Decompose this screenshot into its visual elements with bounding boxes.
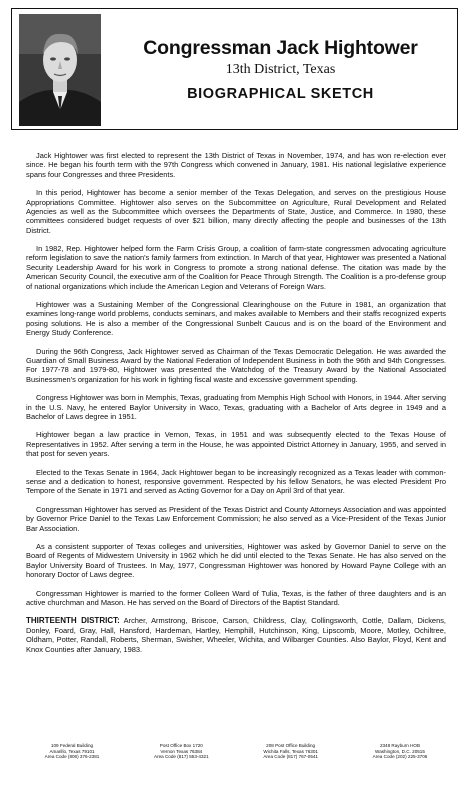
page-title: Congressman Jack Hightower bbox=[143, 37, 418, 59]
district-subtitle: 13th District, Texas bbox=[225, 62, 336, 77]
paragraph: During the 96th Congress, Jack Hightower served as Chairman of the Texas Democratic Delegation. He was awarded the Guardian of Small Business Award by the National Federation of Independent Business in both the 96th and 94th Congresses. For 1977-78 and 1979-80, Hightower was presented the Watchdog of the Treasury Award by the National Associated Businessmen's organization for his work in fighting fiscal waste and excessive government spending. bbox=[26, 346, 446, 384]
paragraph: Congressman Hightower is married to the former Colleen Ward of Tulia, Texas, is the father of three daughters and is an active churchman and Mason. He has served on the Board of Directors of the Baptist Standard. bbox=[26, 588, 446, 607]
biography-body bbox=[26, 151, 446, 663]
section-heading: BIOGRAPHICAL SKETCH bbox=[187, 86, 374, 102]
paragraph: In this period, Hightower has become a senior member of the Texas Delegation, and serves on the prestigious House Appropriations Committee. Hightower also serves on the Subcommittee on Agriculture, Rural Development and Related Agencies as well as the Subcommittee which oversees the Departments of State, Justice, and Commerce. In 1980, these committees considered budget requests of over $21 billion, many directly affecting the people and businesses of the 13th District. bbox=[26, 188, 446, 235]
portrait-photo bbox=[19, 14, 101, 126]
paragraph: As a consistent supporter of Texas colleges and universities, Hightower was asked by Governor Daniel to serve on the Board of Regents of Midwestern University in 1962 which he did until elected to the Texas Senate. He has also served on the Baylor University Board of Trustees. In May, 1977, Congressman Hightower was honored by Howard Payne College with an honorary Doctor of Laws degree. bbox=[26, 542, 446, 580]
office-phone: Area Code (817) 767-0541 bbox=[263, 754, 318, 760]
office-phone: Area Code (817) 553-4321 bbox=[154, 754, 209, 760]
office-line: Amarillo, Texas 79101 bbox=[49, 748, 95, 754]
office-addresses bbox=[26, 743, 446, 760]
office-address bbox=[135, 743, 227, 760]
office-phone: Area Code (202) 225-3706 bbox=[372, 754, 428, 760]
office-address bbox=[245, 743, 337, 760]
office-line: Vernon Texas 76384 bbox=[160, 748, 203, 754]
office-address bbox=[354, 743, 446, 760]
district-counties bbox=[26, 616, 446, 653]
district-label: THIRTEENTH DISTRICT: bbox=[26, 616, 120, 626]
paragraph: Jack Hightower was first elected to represent the 13th District of Texas in November, 1974, and has won re-election ever since. He began his fourth term with the 97th Congress which convened in January, 1981. His national legislative experience spans four Congresses and three Presidents. bbox=[26, 151, 446, 179]
paragraph: Congressman Hightower has served as President of the Texas District and County Attorneys Association and was appointed by Governor Price Daniel to the Texas Law Enforcement Commission; he also served as a Vice-President of the Texas Junior Bar Association. bbox=[26, 504, 446, 533]
office-line: 208 Post Office Building bbox=[266, 743, 316, 748]
office-line: Wichita Falls, Texas 76301 bbox=[263, 748, 318, 754]
office-line: Post Office Box 1720 bbox=[159, 743, 203, 748]
office-line: 109 Federal Building bbox=[50, 743, 94, 748]
office-phone: Area Code (806) 376-2381 bbox=[44, 754, 100, 760]
office-line: Washington, D.C. 20515 bbox=[375, 748, 425, 754]
office-address bbox=[26, 743, 118, 760]
office-line: 2348 Rayburn HOB bbox=[379, 743, 421, 748]
district-text: Archer, Armstrong, Briscoe, Carson, Childress, Clay, Collingsworth, Cottle, Dallam, Dickens, Donley, Foard, Gray, Hall, Hansford, Hardeman, Hartley, Hemphill, Hutchinson, King, Lipscomb, Moore, Motley, Ochiltree, Oldham, Potter, Randall, Roberts, Sherman, Swisher, Wheeler, Wichita, and Wilbarger Counties. Also Baylor, Floyd, Kent and Knox Counties after January, 1983. bbox=[26, 616, 446, 654]
paragraph: Hightower began a law practice in Vernon, Texas, in 1951 and was subsequently elected to the Texas House of Representatives in 1952. After serving a term in the House, he was appointed District Attorney in January, 1955, and served in that post for seven years. bbox=[26, 430, 446, 459]
paragraph: Hightower was a Sustaining Member of the Congressional Clearinghouse on the Future in 1981, an organization that examines long-range world problems, conducts seminars, and makes available to Members and their staffs recognized experts posing solutions. He is also a member of the Congressional Sunbelt Caucus and is on the board of the Environment and Energy Study Conference. bbox=[26, 300, 446, 338]
paragraph: Elected to the Texas Senate in 1964, Jack Hightower began to be increasingly recognized as a Texas leader with common-sense and a dedication to honest, responsive government. Respected by his fellow Senators, he was elected President Pro Tempore of the Senate in 1971 and served as Acting Governor for a Day on April 3rd of that year. bbox=[26, 467, 446, 496]
paragraph: In 1982, Rep. Hightower helped form the Farm Crisis Group, a coalition of farm-state congressmen advocating agriculture reform legislation to save the nation's family farmers from extinction. In March of that year, Hightower was presented a National Security Leadership Award for his work in Congress to promote a strong national defense. The citation was made by the American Security Council, the executive arm of the Coalition for Peace Through Strength. The Coalition is a pro-defense group of national organizations which include the American Legion and Veterans of Foreign Wars. bbox=[26, 244, 446, 291]
paragraph: Congress Hightower was born in Memphis, Texas, graduating from Memphis High School with Honors, in 1944. After serving in the U.S. Navy, he entered Baylor University in Waco, Texas, graduating with a Bachelor of Arts degree in 1949 and a Bachelor of Laws degree in 1951. bbox=[26, 393, 446, 421]
